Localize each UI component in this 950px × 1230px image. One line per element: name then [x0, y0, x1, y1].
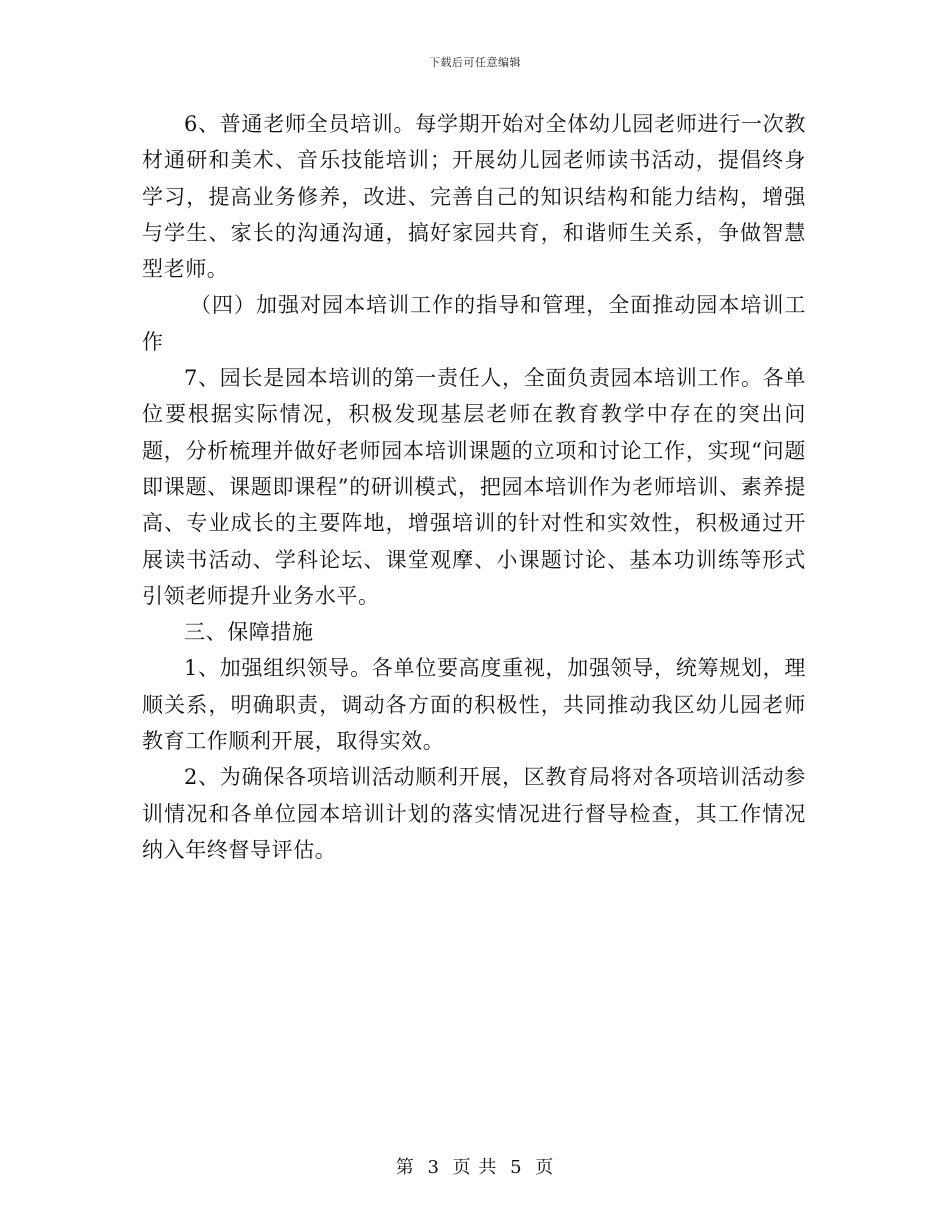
- paragraph-organization-leadership: 1、加强组织领导。各单位要高度重视，加强领导，统筹规划，理顺关系，明确职责，调动各方面的积极性，共同推动我区幼儿园老师教育工作顺利开展，取得实效。: [142, 656, 806, 754]
- footer-suffix: 页: [535, 1157, 555, 1178]
- page-footer: [0, 1153, 950, 1179]
- footer-prefix: 第: [395, 1157, 415, 1178]
- section-heading-guidance: （四）加强对园本培训工作的指导和管理，全面推动园本培训工作: [142, 293, 806, 354]
- section-heading-safeguards: 三、保障措施: [184, 620, 314, 645]
- current-page-number: 3: [427, 1157, 440, 1178]
- document-body: [142, 106, 806, 868]
- paragraph-supervision: 2、为确保各项培训活动顺利开展，区教育局将对各项培训活动参训情况和各单位园本培训计划的落实情况进行督导检查，其工作情况纳入年终督导评估。: [142, 765, 806, 862]
- page-header: 下载后可任意编辑: [429, 56, 521, 69]
- footer-middle: 页 共: [452, 1157, 498, 1178]
- total-page-number: 5: [510, 1157, 523, 1178]
- paragraph-teacher-training: 6、普通老师全员培训。每学期开始对全体幼儿园老师进行一次教材通研和美术、音乐技能培训；开展幼儿园老师读书活动，提倡终身学习，提高业务修养，改进、完善自己的知识结构和能力结构，增强与学生、家长的沟通沟通，搞好家园共育，和谐师生关系，争做智慧型老师。: [142, 112, 806, 282]
- paragraph-director-responsibility: 7、园长是园本培训的第一责任人，全面负责园本培训工作。各单位要根据实际情况，积极发现基层老师在教育教学中存在的突出问题，分析梳理并做好老师园本培训课题的立项和讨论工作，实现“问题即课题、课题即课程”的研训模式，把园本培训作为老师培训、素养提高、专业成长的主要阵地，增强培训的针对性和实效性，积极通过开展读书活动、学科论坛、课堂观摩、小课题讨论、基本功训练等形式引领老师提升业务水平。: [142, 366, 806, 608]
